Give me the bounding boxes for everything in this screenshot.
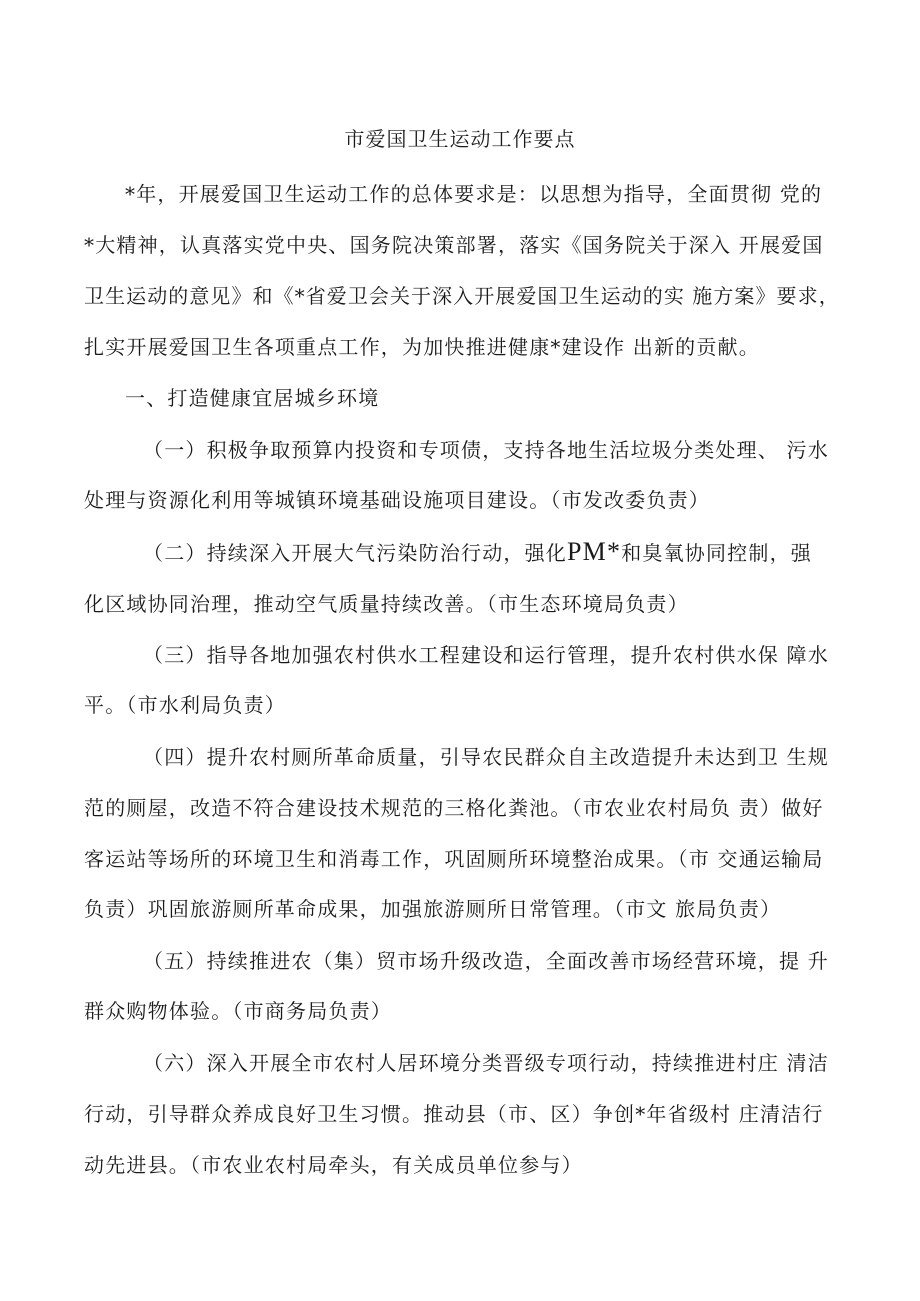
paragraph-line: [143, 539, 812, 566]
paragraph-line: （四）提升农村厕所革命质量，引导农民群众自主改造提升未达到卫 生规: [143, 745, 829, 769]
paragraph-line: *年，开展爱国卫生运动工作的总体要求是：以思想为指导，全面贯彻 党的: [125, 182, 823, 206]
paragraph-line: （五）持续推进农（集）贸市场升级改造，全面改善市场经营环境，提 升: [143, 949, 829, 973]
paragraph-line: （三）指导各地加强农村供水工程建设和运行管理，提升农村供水保 障水: [143, 643, 829, 667]
paragraph-line: 化区域协同治理，推动空气质量持续改善。（市生态环境局负责）: [84, 592, 689, 616]
paragraph-line: 处理与资源化利用等城镇环境基础设施项目建设。（市发改委负责）: [84, 488, 710, 512]
pm-term: PM*: [567, 537, 622, 566]
paragraph-line: *大精神，认真落实党中央、国务院决策部署，落实《国务院关于深入 开展爱国: [84, 233, 824, 257]
paragraph-line: （一）积极争取预算内投资和专项债，支持各地生活垃圾分类处理、 污水: [143, 438, 829, 462]
paragraph-line: 卫生运动的意见》和《*省爱卫会关于深入开展爱国卫生运动的实 施方案》要求，: [84, 284, 840, 308]
pm-line-before: （二）持续深入开展大气污染防治行动，强化: [143, 541, 567, 565]
paragraph-line: 动先进县。（市农业农村局牵头，有关成员单位参与）: [84, 1153, 583, 1177]
paragraph-line: 平。（市水利局负责）: [84, 693, 286, 717]
paragraph-line: 群众购物体验。（市商务局负责）: [84, 999, 392, 1023]
paragraph-line: 范的厕屋，改造不符合建设技术规范的三格化粪池。（市农业农村局负 责）做好: [84, 796, 824, 820]
paragraph-line: 行动，引导群众养成良好卫生习惯。推动县（市、区）争创*年省级村 庄清洁行: [84, 1102, 824, 1126]
paragraph-line: 客运站等场所的环境卫生和消毒工作，巩固厕所环境整治成果。（市 交通运输局: [84, 847, 824, 871]
section-heading: 一、打造健康宜居城乡环境: [125, 386, 380, 410]
paragraph-line: 负责）巩固旅游厕所革命成果，加强旅游厕所日常管理。（市文 旅局负责）: [84, 897, 782, 921]
document-title: 市爱国卫生运动工作要点: [344, 127, 576, 151]
paragraph-line: （六）深入开展全市农村人居环境分类晋级专项行动，持续推进村庄 清洁: [143, 1051, 829, 1075]
paragraph-line: 扎实开展爱国卫生各项重点工作，为加快推进健康*建设作 出新的贡献。: [84, 335, 760, 359]
pm-line-after: 和臭氧协同控制，强: [621, 541, 812, 565]
